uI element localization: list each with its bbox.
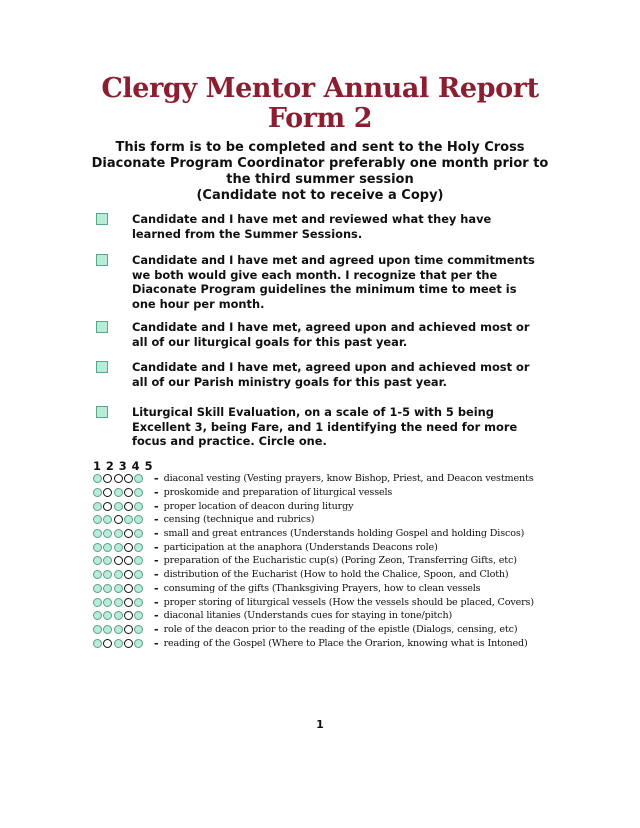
skill-dash: - — [154, 609, 159, 623]
rating-circle-icon[interactable] — [134, 502, 143, 511]
rating-circle-icon[interactable] — [103, 598, 112, 607]
rating-circle-icon[interactable] — [134, 570, 143, 579]
skill-dash: - — [154, 486, 159, 500]
rating-circle-icon[interactable] — [93, 611, 102, 620]
page-number: 1 — [316, 718, 324, 731]
skill-evaluation-list — [93, 472, 593, 650]
rating-circle-icon[interactable] — [114, 556, 123, 565]
checkbox[interactable] — [96, 321, 108, 333]
skill-label: preparation of the Eucharistic cup(s) (Poring Zeon, Transferring Gifts, etc) — [163, 555, 517, 567]
rating-circle-icon[interactable] — [103, 556, 112, 565]
rating-circle-icon[interactable] — [134, 639, 143, 648]
rating-options — [93, 515, 153, 524]
skill-label: role of the deacon prior to the reading of the epistle (Dialogs, censing, etc) — [163, 623, 518, 635]
rating-circle-icon[interactable] — [114, 502, 123, 511]
rating-options — [93, 488, 153, 497]
skill-dash: - — [154, 581, 159, 595]
instructions-line: the third summer session — [226, 172, 414, 187]
skill-label: participation at the anaphora (Understands Deacons role) — [163, 541, 438, 553]
rating-circle-icon[interactable] — [93, 598, 102, 607]
rating-circle-icon[interactable] — [93, 625, 102, 634]
rating-circle-icon[interactable] — [134, 529, 143, 538]
skill-dash: - — [154, 554, 159, 568]
rating-options — [93, 474, 153, 483]
rating-circle-icon[interactable] — [134, 611, 143, 620]
skill-row — [93, 554, 593, 568]
skill-dash: - — [154, 472, 159, 486]
rating-circle-icon[interactable] — [93, 488, 102, 497]
skill-label: reading of the Gospel (Where to Place the Orarion, knowing what is Intoned) — [163, 637, 528, 649]
rating-circle-icon[interactable] — [124, 529, 133, 538]
checkbox[interactable] — [96, 254, 108, 266]
instructions-line: Diaconate Program Coordinator preferably one month prior to — [91, 156, 549, 171]
rating-options — [93, 502, 153, 511]
rating-circle-icon[interactable] — [134, 515, 143, 524]
rating-circle-icon[interactable] — [93, 502, 102, 511]
rating-circle-icon[interactable] — [114, 598, 123, 607]
checklist-item-text: Candidate and I have met, agreed upon and achieved most or all of our liturgical goals for this past year. — [132, 320, 530, 349]
rating-circle-icon[interactable] — [134, 474, 143, 483]
rating-circle-icon[interactable] — [114, 584, 123, 593]
rating-circle-icon[interactable] — [124, 543, 133, 552]
checklist-item-text: Candidate and I have met and agreed upon time commitments we both would give each month. I recognize that per the Diaconate Program guidelines the minimum time to meet is one hour per month. — [132, 253, 535, 311]
skill-row — [93, 513, 593, 527]
rating-circle-icon[interactable] — [114, 474, 123, 483]
skill-row — [93, 636, 593, 650]
skill-label: censing (technique and rubrics) — [163, 514, 315, 526]
instructions-line: This form is to be completed and sent to the Holy Cross — [115, 140, 525, 155]
skill-dash: - — [154, 513, 159, 527]
rating-circle-icon[interactable] — [124, 474, 133, 483]
rating-circle-icon[interactable] — [134, 556, 143, 565]
skill-label: proper location of deacon during liturgy — [163, 500, 354, 512]
rating-circle-icon[interactable] — [103, 502, 112, 511]
rating-circle-icon[interactable] — [93, 639, 102, 648]
rating-circle-icon[interactable] — [124, 584, 133, 593]
skill-row — [93, 623, 593, 637]
rating-scale-header: 1 2 3 4 5 — [93, 459, 153, 473]
rating-options — [93, 639, 153, 648]
skill-dash: - — [154, 622, 159, 636]
rating-circle-icon[interactable] — [114, 543, 123, 552]
checklist-item-text: Candidate and I have met and reviewed what they have learned from the Summer Sessions. — [132, 212, 492, 241]
rating-circle-icon[interactable] — [134, 543, 143, 552]
rating-circle-icon[interactable] — [103, 543, 112, 552]
rating-circle-icon[interactable] — [114, 611, 123, 620]
rating-circle-icon[interactable] — [93, 556, 102, 565]
rating-circle-icon[interactable] — [103, 474, 112, 483]
skill-label: consuming of the gifts (Thanksgiving Prayers, how to clean vessels — [163, 582, 481, 594]
rating-circle-icon[interactable] — [93, 474, 102, 483]
skill-dash: - — [154, 527, 159, 541]
rating-options — [93, 598, 153, 607]
rating-circle-icon[interactable] — [134, 625, 143, 634]
rating-options — [93, 543, 153, 552]
document-title: Clergy Mentor Annual Report Form 2 — [101, 73, 539, 134]
rating-circle-icon[interactable] — [124, 598, 133, 607]
rating-circle-icon[interactable] — [103, 625, 112, 634]
checkbox[interactable] — [96, 213, 108, 225]
checklist-item-text: Liturgical Skill Evaluation, on a scale of 1-5 with 5 being Excellent 3, being Fare, and 1 identifying the need for more focus and practice. Circle one. — [132, 405, 518, 448]
rating-circle-icon[interactable] — [93, 543, 102, 552]
rating-circle-icon[interactable] — [103, 570, 112, 579]
rating-circle-icon[interactable] — [93, 529, 102, 538]
rating-circle-icon[interactable] — [114, 625, 123, 634]
skill-label: small and great entrances (Understands holding Gospel and holding Discos) — [163, 528, 525, 540]
rating-circle-icon[interactable] — [134, 598, 143, 607]
skill-dash: - — [154, 595, 159, 609]
rating-circle-icon[interactable] — [103, 529, 112, 538]
rating-circle-icon[interactable] — [124, 570, 133, 579]
rating-circle-icon[interactable] — [124, 556, 133, 565]
rating-circle-icon[interactable] — [134, 488, 143, 497]
skill-dash: - — [154, 636, 159, 650]
skill-dash: - — [154, 499, 159, 513]
rating-circle-icon[interactable] — [103, 584, 112, 593]
rating-circle-icon[interactable] — [103, 488, 112, 497]
skill-row — [93, 609, 593, 623]
skill-row — [93, 540, 593, 554]
rating-circle-icon[interactable] — [114, 515, 123, 524]
skill-row — [93, 595, 593, 609]
rating-circle-icon[interactable] — [103, 639, 112, 648]
rating-circle-icon[interactable] — [124, 488, 133, 497]
rating-circle-icon[interactable] — [124, 625, 133, 634]
rating-circle-icon[interactable] — [93, 515, 102, 524]
rating-circle-icon[interactable] — [114, 639, 123, 648]
skill-label: proskomide and preparation of liturgical vessels — [163, 487, 393, 499]
skill-label: diaconal litanies (Understands cues for staying in tone/pitch) — [163, 610, 453, 622]
rating-circle-icon[interactable] — [103, 515, 112, 524]
skill-row — [93, 527, 593, 541]
rating-circle-icon[interactable] — [93, 570, 102, 579]
checklist-item-text: Candidate and I have met, agreed upon and achieved most or all of our Parish ministry goals for this past year. — [132, 360, 530, 389]
skill-row — [93, 568, 593, 582]
rating-circle-icon[interactable] — [134, 584, 143, 593]
rating-circle-icon[interactable] — [114, 529, 123, 538]
rating-circle-icon[interactable] — [124, 515, 133, 524]
rating-options — [93, 584, 153, 593]
checkbox[interactable] — [96, 361, 108, 373]
rating-options — [93, 556, 153, 565]
checkbox[interactable] — [96, 406, 108, 418]
rating-options — [93, 570, 153, 579]
instructions-line: (Candidate not to receive a Copy) — [196, 188, 444, 203]
skill-label: diaconal vesting (Vesting prayers, know Bishop, Priest, and Deacon vestments — [163, 473, 534, 485]
rating-options — [93, 529, 153, 538]
rating-circle-icon[interactable] — [93, 584, 102, 593]
rating-circle-icon[interactable] — [103, 611, 112, 620]
skill-row — [93, 486, 593, 500]
rating-options — [93, 625, 153, 634]
skill-dash: - — [154, 540, 159, 554]
rating-circle-icon[interactable] — [124, 611, 133, 620]
rating-circle-icon[interactable] — [124, 502, 133, 511]
skill-label: distribution of the Eucharist (How to hold the Chalice, Spoon, and Cloth) — [163, 569, 509, 581]
skill-row — [93, 499, 593, 513]
skill-row — [93, 582, 593, 596]
rating-options — [93, 611, 153, 620]
instructions — [90, 140, 550, 204]
skill-row — [93, 472, 593, 486]
skill-dash: - — [154, 568, 159, 582]
rating-circle-icon[interactable] — [114, 570, 123, 579]
rating-circle-icon[interactable] — [114, 488, 123, 497]
skill-label: proper storing of liturgical vessels (How the vessels should be placed, Covers) — [163, 596, 534, 608]
rating-circle-icon[interactable] — [124, 639, 133, 648]
